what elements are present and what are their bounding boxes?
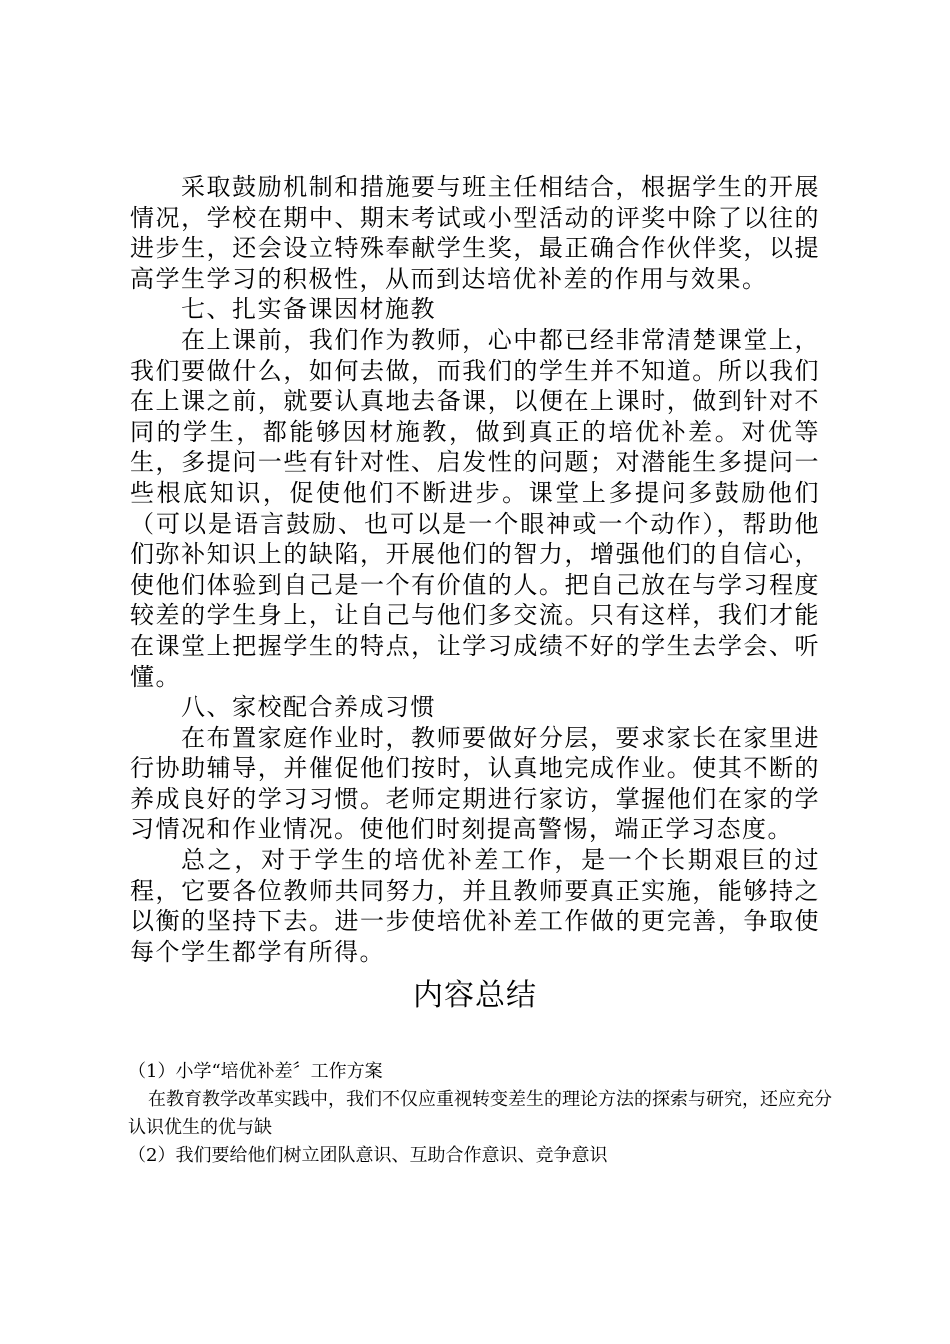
paragraph-reward-mechanism: 采取鼓励机制和措施要与班主任相结合，根据学生的开展情况，学校在期中、期末考试或小型活动的评奖中除了以往的进步生，还会设立特殊奉献学生奖，最正确合作伙伴奖，以提高学生学习的积极性，从而到达培优补差的作用与效果。 [130, 173, 820, 293]
section-heading-7: 七、扎实备课因材施教 [181, 295, 436, 324]
summary-title: 内容总结 [413, 978, 537, 1013]
paragraph-lesson-preparation: 在上课前，我们作为教师，心中都已经非常清楚课堂上，我们要做什么，如何去做，而我们的学生并不知道。所以我们在上课之前，就要认真地去备课，以便在上课时，做到针对不同的学生，都能够因材施教，做到真正的培优补差。对优等生，多提问一些有针对性、启发性的问题；对潜能生多提问一些根底知识，促使他们不断进步。课堂上多提问多鼓励他们（可以是语言鼓励、也可以是一个眼神或一个动作），帮助他们弥补知识上的缺陷，开展他们的智力，增强他们的自信心，使他们体验到自己是一个有价值的人。把自己放在与学习程度较差的学生身上，让自己与他们多交流。只有这样，我们才能在课堂上把握学生的特点，让学习成绩不好的学生去学会、听懂。 [130, 325, 820, 691]
summary-section [128, 1058, 848, 1170]
section-heading-8: 八、家校配合养成习惯 [181, 693, 436, 722]
summary-item-1-heading: （1）小学“培优补差〞工作方案 [128, 1061, 383, 1082]
summary-item-1-body: 在教育教学改革实践中，我们不仅应重视转变差生的理论方法的探索与研究，还应充分认识优生的优与缺 [128, 1089, 832, 1138]
paragraph-home-school: 在布置家庭作业时，教师要做好分层，要求家长在家里进行协助辅导，并催促他们按时，认真地完成作业。使其不断的养成良好的学习习惯。老师定期进行家访，掌握他们在家的学习情况和作业情况。使他们时刻提高警惕，端正学习态度。 [130, 723, 820, 844]
summary-item-2-heading: （2）我们要给他们树立团队意识、互助合作意识、竞争意识 [128, 1145, 608, 1166]
paragraph-conclusion: 总之，对于学生的培优补差工作，是一个长期艰巨的过程，它要各位教师共同努力，并且教师要真正实施，能够持之以衡的坚持下去。进一步使培优补差工作做的更完善，争取使每个学生都学有所得。 [130, 846, 820, 966]
body-text [130, 172, 820, 967]
